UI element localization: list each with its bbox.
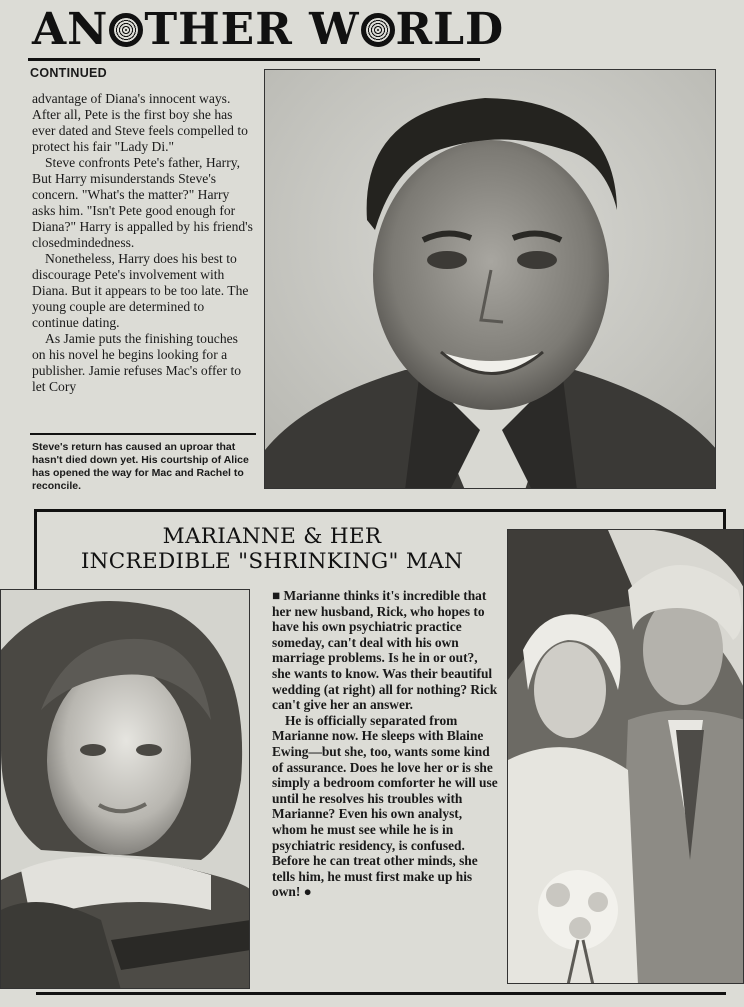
masthead-o-ornament-icon [361,13,395,47]
steve-portrait-illustration [265,70,716,489]
feature-box-bottom-border [36,992,726,995]
top-story-column [32,91,254,395]
feature-paragraph [272,588,498,713]
marianne-portrait-photo [0,589,250,989]
masthead-o-ornament-icon [109,13,143,47]
feature-headline-line-1: MARIANNE & HER [162,524,382,549]
top-story-paragraph: advantage of Diana's innocent ways. After all, Pete is the first boy she has ever dated and Steve feels compelled to protect his fair "Lady Di." [32,91,248,154]
feature-paragraph [272,713,498,900]
top-photo-caption: Steve's return has caused an uproar that hasn't died down yet. His courtship of Alice has opened the way for Mac and Rachel to reconcile. [32,441,249,492]
masthead-part-1: AN [32,4,109,55]
top-story-paragraph: As Jamie puts the finishing touches on his novel he begins looking for a publisher. Jamie refuses Mac's offer to let Cory [32,331,242,394]
masthead-part-2: THER W [144,4,360,55]
wedding-photo-illustration [508,530,744,984]
bullet-square-icon: ■ [272,588,281,603]
feature-headline-line-2: INCREDIBLE "SHRINKING" MAN [80,549,464,574]
masthead-title [32,4,505,56]
top-story-paragraph: Steve confronts Pete's father, Harry, But Harry misunderstands Steve's concern. "What's the matter?" Harry asks him. "Isn't Pete good enough for Diana?" Harry is appalled by his friend's closedmindedness. [32,155,253,250]
feature-article [272,588,498,900]
feature-box-left-border [34,509,37,589]
wedding-photo [507,529,744,984]
feature-paragraph-text: He is officially separated from Marianne now. He sleeps with Blaine Ewing—but she, too, wants some kind of assurance. Does he love her or is she simply a bedroom comforter he will use until he resolves his troubles with Marianne? Even his own analyst, whom he must see while he is in psychiatric residency, is confused. Before he can treat other minds, she tells him, he must first make up his own! [272,712,498,900]
feature-box-top-border [34,509,726,512]
continued-label: CONTINUED [30,66,108,80]
end-mark-dot-icon: ● [303,884,312,900]
marianne-portrait-illustration [1,590,250,989]
caption-rule [30,433,256,435]
feature-paragraph-text: Marianne thinks it's incredible that her new husband, Rick, who hopes to have his own psychiatric practice someday, can't deal with his own marriage problems. Is he in or out?, she wants to know. Was their beautiful wedding (at right) all for nothing? Rick can't give her an answer. [272,588,498,713]
masthead-rule [28,58,480,61]
feature-headline [42,524,502,574]
masthead-part-3: RLD [395,4,505,55]
feature-box-right-border [723,509,726,529]
steve-portrait-photo [264,69,716,489]
top-story-paragraph: Nonetheless, Harry does his best to discourage Pete's involvement with Diana. But it appears to be too late. The young couple are determined to continue dating. [32,251,249,330]
